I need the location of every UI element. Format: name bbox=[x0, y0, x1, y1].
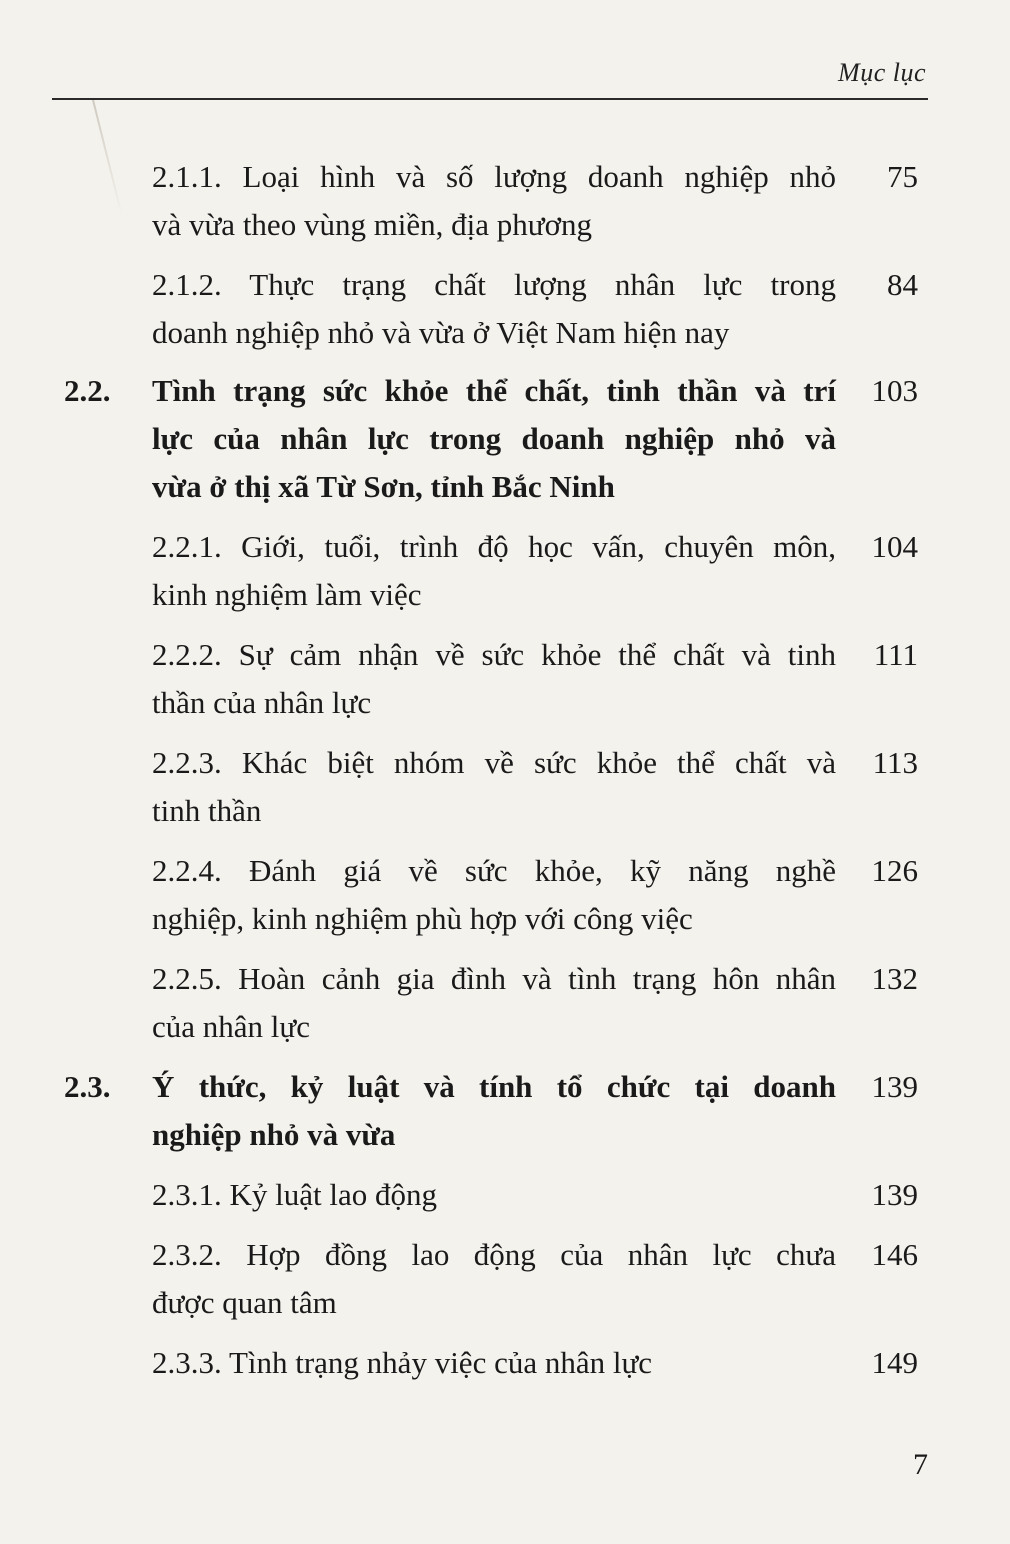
header-rule bbox=[52, 98, 928, 100]
toc-entry-line: 2.3.3. Tình trạng nhảy việc của nhân lực bbox=[152, 1345, 653, 1380]
running-header-title: Mục lục bbox=[838, 58, 926, 87]
toc-page-number: 132 bbox=[871, 961, 918, 996]
toc-entry-line: của nhân lực bbox=[152, 1009, 310, 1044]
toc-section-number: 2.3. bbox=[64, 1069, 111, 1104]
toc-entry-2-2-5 bbox=[152, 955, 918, 1051]
toc-entry-line: nghiệp nhỏ và vừa bbox=[152, 1117, 396, 1152]
page-crease bbox=[92, 100, 123, 217]
toc-page-number: 139 bbox=[871, 1069, 918, 1104]
toc-page-number: 103 bbox=[871, 373, 918, 408]
toc-entry-line: và vừa theo vùng miền, địa phương bbox=[152, 207, 592, 242]
toc-entry-2-2-2 bbox=[152, 631, 918, 727]
toc-entry-2-1-2 bbox=[152, 261, 918, 357]
toc-entry-2-3-1 bbox=[152, 1171, 918, 1219]
toc-entry-2-3-3 bbox=[152, 1339, 918, 1387]
toc-entry-line: Ý thức, kỷ luật và tính tổ chức tại doanh bbox=[152, 1069, 836, 1104]
toc-page-number: 113 bbox=[872, 745, 918, 780]
toc-entry-line: lực của nhân lực trong doanh nghiệp nhỏ và bbox=[152, 421, 836, 456]
toc-page-number: 126 bbox=[871, 853, 918, 888]
toc-entry-2-3-2 bbox=[152, 1231, 918, 1327]
toc-page-number: 84 bbox=[887, 267, 918, 302]
toc-entry-line: thần của nhân lực bbox=[152, 685, 372, 720]
toc-entry-line: 2.2.3. Khác biệt nhóm về sức khỏe thể chất và bbox=[152, 745, 836, 780]
toc-entry-line: được quan tâm bbox=[152, 1285, 337, 1320]
toc-entry-2-2 bbox=[64, 367, 918, 511]
toc-entry-2-1-1 bbox=[152, 153, 918, 249]
toc-page-number: 75 bbox=[887, 159, 918, 194]
toc-entry-line: 2.1.1. Loại hình và số lượng doanh nghiệp nhỏ bbox=[152, 159, 836, 194]
toc-page-number: 104 bbox=[871, 529, 918, 564]
toc-section-number: 2.2. bbox=[64, 373, 111, 408]
toc-entry-line: kinh nghiệm làm việc bbox=[152, 577, 422, 612]
toc-entry-line: vừa ở thị xã Từ Sơn, tỉnh Bắc Ninh bbox=[152, 469, 615, 504]
toc-entry-line: 2.2.5. Hoàn cảnh gia đình và tình trạng hôn nhân bbox=[152, 961, 836, 996]
toc-page-number: 149 bbox=[871, 1345, 918, 1380]
toc-entry-2-2-3 bbox=[152, 739, 918, 835]
toc-entry-2-3 bbox=[64, 1063, 918, 1159]
toc-entry-2-2-4 bbox=[152, 847, 918, 943]
toc-page-number: 146 bbox=[871, 1237, 918, 1272]
toc-entry-line: 2.1.2. Thực trạng chất lượng nhân lực trong bbox=[152, 267, 836, 302]
toc-page-number: 111 bbox=[873, 637, 918, 672]
toc-entry-line: 2.2.4. Đánh giá về sức khỏe, kỹ năng nghề bbox=[152, 853, 836, 888]
toc-entry-line: Tình trạng sức khỏe thể chất, tinh thần và trí bbox=[152, 373, 836, 408]
toc-entry-line: tinh thần bbox=[152, 793, 262, 828]
toc-entry-line: doanh nghiệp nhỏ và vừa ở Việt Nam hiện nay bbox=[152, 315, 730, 350]
toc-page-number: 139 bbox=[871, 1177, 918, 1212]
toc-entry-2-2-1 bbox=[152, 523, 918, 619]
toc-entry-line: 2.3.1. Kỷ luật lao động bbox=[152, 1177, 437, 1212]
toc-entry-line: 2.2.1. Giới, tuổi, trình độ học vấn, chuyên môn, bbox=[152, 529, 836, 564]
page-number: 7 bbox=[913, 1448, 928, 1481]
toc-entry-line: 2.3.2. Hợp đồng lao động của nhân lực chưa bbox=[152, 1237, 836, 1272]
toc-entry-line: 2.2.2. Sự cảm nhận về sức khỏe thể chất và tinh bbox=[152, 637, 836, 672]
toc-entry-line: nghiệp, kinh nghiệm phù hợp với công việc bbox=[152, 901, 693, 936]
